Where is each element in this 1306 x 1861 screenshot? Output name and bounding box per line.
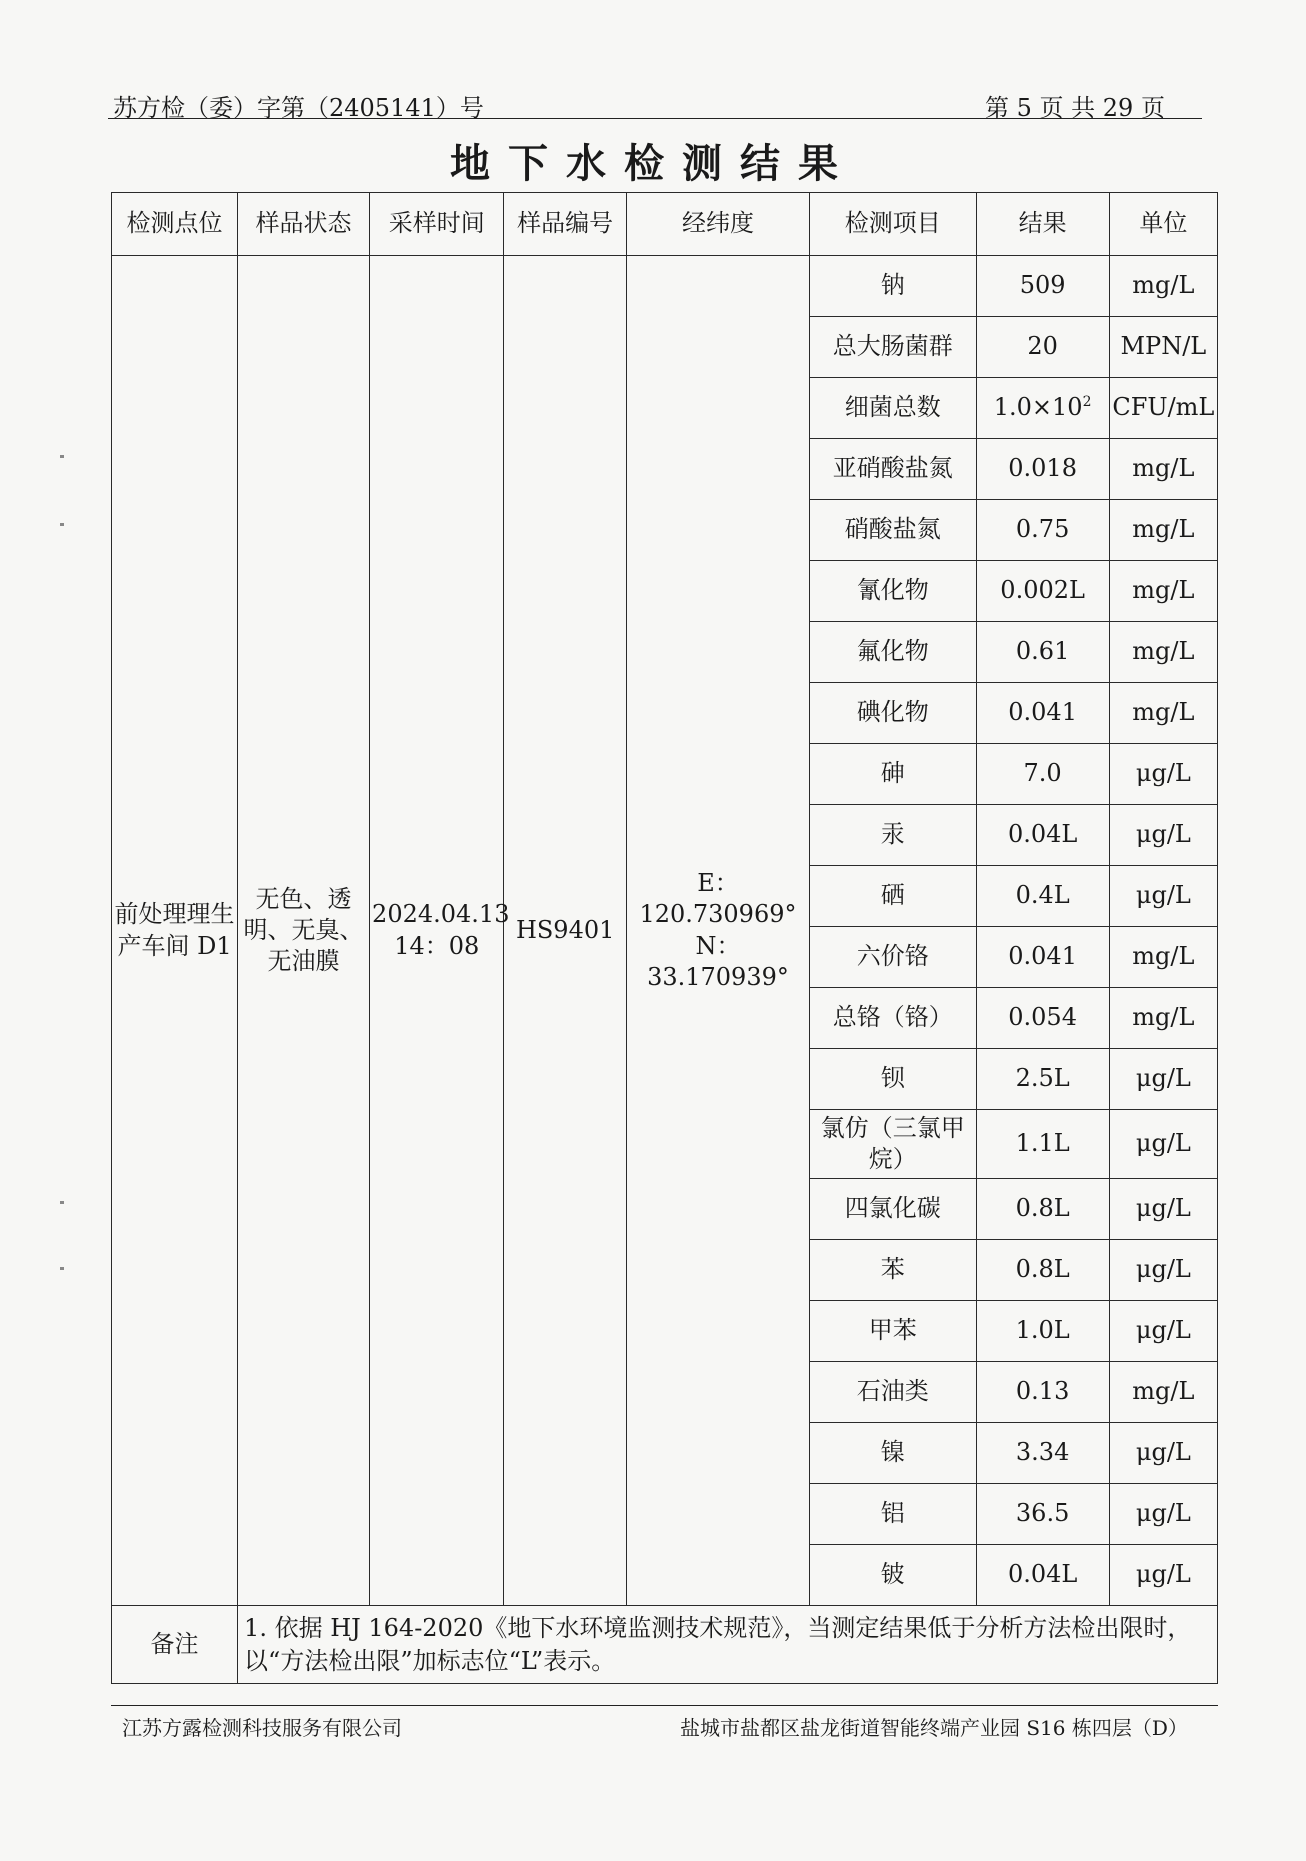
- test-result: [976, 256, 1109, 317]
- test-result: [976, 1179, 1109, 1240]
- test-result: [976, 927, 1109, 988]
- sample-state: 无色、透 明、无臭、 无油膜: [238, 256, 370, 1606]
- test-result: [976, 744, 1109, 805]
- result-value: 1.0L: [1015, 1316, 1070, 1345]
- test-item: 亚硝酸盐氮: [810, 439, 976, 500]
- test-unit: μg/L: [1109, 1484, 1217, 1545]
- column-header: 样品状态: [238, 193, 370, 256]
- table-header-row: [112, 193, 1218, 256]
- table-row: [112, 256, 1218, 317]
- test-unit: mg/L: [1109, 439, 1217, 500]
- result-value: 509: [1019, 271, 1066, 300]
- result-value: 36.5: [1015, 1499, 1070, 1528]
- test-unit: μg/L: [1109, 1049, 1217, 1110]
- result-value: 0.04L: [1007, 820, 1078, 849]
- company-address: 盐城市盐都区盐龙街道智能终端产业园 S16 栋四层（D）: [680, 1716, 1188, 1740]
- result-value: 0.04L: [1007, 1560, 1078, 1589]
- result-value: 0.041: [1008, 942, 1077, 971]
- sample-code: HS9401: [504, 256, 626, 1606]
- result-value: 1.1L: [1015, 1129, 1070, 1158]
- test-item: 氯仿（三氯甲烷）: [810, 1110, 976, 1179]
- test-result: [976, 1545, 1109, 1606]
- test-unit: MPN/L: [1109, 317, 1217, 378]
- test-unit: μg/L: [1109, 1423, 1217, 1484]
- result-value: 1.0×10: [993, 393, 1083, 422]
- test-result: [976, 1049, 1109, 1110]
- test-item: 苯: [810, 1240, 976, 1301]
- test-item: 细菌总数: [810, 378, 976, 439]
- column-header: 结果: [976, 193, 1109, 256]
- result-value: 0.13: [1015, 1377, 1070, 1406]
- result-value: 3.34: [1015, 1438, 1070, 1467]
- column-header: 经纬度: [626, 193, 809, 256]
- test-unit: mg/L: [1109, 500, 1217, 561]
- result-value: 0.75: [1015, 515, 1070, 544]
- result-exponent: 2: [1082, 394, 1092, 411]
- footer-rule: [111, 1705, 1218, 1706]
- test-unit: μg/L: [1109, 1110, 1217, 1179]
- scan-speck: [60, 455, 64, 458]
- remark-row: [112, 1606, 1218, 1684]
- test-unit: μg/L: [1109, 805, 1217, 866]
- test-result: [976, 1423, 1109, 1484]
- test-unit: mg/L: [1109, 561, 1217, 622]
- test-item: 硒: [810, 866, 976, 927]
- result-value: 0.002L: [1000, 576, 1085, 605]
- test-item: 铍: [810, 1545, 976, 1606]
- result-value: 0.4L: [1015, 881, 1070, 910]
- result-value: 2.5L: [1015, 1064, 1070, 1093]
- test-unit: μg/L: [1109, 1179, 1217, 1240]
- page-title: 地下水检测结果: [450, 140, 856, 187]
- remark-label: 备注: [112, 1606, 238, 1684]
- result-value: 0.041: [1008, 698, 1077, 727]
- test-item: 总大肠菌群: [810, 317, 976, 378]
- test-item: 氰化物: [810, 561, 976, 622]
- test-result: [976, 500, 1109, 561]
- header-rule: [108, 118, 1202, 119]
- test-unit: μg/L: [1109, 866, 1217, 927]
- result-value: 0.054: [1008, 1003, 1077, 1032]
- test-item: 硝酸盐氮: [810, 500, 976, 561]
- test-result: [976, 378, 1109, 439]
- results-table: [111, 192, 1218, 1684]
- scan-speck: [60, 1201, 64, 1204]
- report-number: 苏方检（委）字第（2405141）号: [113, 94, 484, 122]
- test-unit: mg/L: [1109, 927, 1217, 988]
- test-unit: μg/L: [1109, 1240, 1217, 1301]
- company-name: 江苏方露检测科技服务有限公司: [122, 1716, 402, 1740]
- test-result: [976, 805, 1109, 866]
- test-item: 镍: [810, 1423, 976, 1484]
- result-value: 0.8L: [1015, 1194, 1070, 1223]
- test-unit: mg/L: [1109, 683, 1217, 744]
- test-result: [976, 1240, 1109, 1301]
- test-result: [976, 1362, 1109, 1423]
- column-header: 采样时间: [370, 193, 504, 256]
- column-header: 单位: [1109, 193, 1217, 256]
- test-result: [976, 317, 1109, 378]
- result-value: 7.0: [1023, 759, 1062, 788]
- scan-speck: [60, 523, 64, 526]
- test-item: 钠: [810, 256, 976, 317]
- test-unit: μg/L: [1109, 744, 1217, 805]
- test-item: 碘化物: [810, 683, 976, 744]
- test-item: 砷: [810, 744, 976, 805]
- column-header: 检测点位: [112, 193, 238, 256]
- test-unit: CFU/mL: [1109, 378, 1217, 439]
- test-item: 石油类: [810, 1362, 976, 1423]
- test-result: [976, 988, 1109, 1049]
- page-info: 第 5 页 共 29 页: [985, 94, 1165, 122]
- test-result: [976, 866, 1109, 927]
- remark-text: 1. 依据 HJ 164-2020《地下水环境监测技术规范》，当测定结果低于分析方法检出限时，以“方法检出限”加标志位“L”表示。: [238, 1606, 1218, 1684]
- test-item: 总铬（铬）: [810, 988, 976, 1049]
- test-result: [976, 561, 1109, 622]
- test-result: [976, 683, 1109, 744]
- test-result: [976, 622, 1109, 683]
- test-unit: mg/L: [1109, 622, 1217, 683]
- column-header: 检测项目: [810, 193, 976, 256]
- sample-location: 前处理理生 产车间 D1: [112, 256, 238, 1606]
- result-value: 20: [1027, 332, 1058, 361]
- test-unit: mg/L: [1109, 988, 1217, 1049]
- test-result: [976, 1110, 1109, 1179]
- test-item: 氟化物: [810, 622, 976, 683]
- test-item: 六价铬: [810, 927, 976, 988]
- scan-speck: [60, 1267, 64, 1270]
- result-value: 0.8L: [1015, 1255, 1070, 1284]
- test-item: 铝: [810, 1484, 976, 1545]
- test-unit: μg/L: [1109, 1301, 1217, 1362]
- result-value: 0.61: [1015, 637, 1070, 666]
- test-unit: mg/L: [1109, 1362, 1217, 1423]
- test-item: 钡: [810, 1049, 976, 1110]
- test-result: [976, 1484, 1109, 1545]
- test-item: 汞: [810, 805, 976, 866]
- sample-time: 2024.04.13 14：08: [370, 256, 504, 1606]
- column-header: 样品编号: [504, 193, 626, 256]
- sample-coordinates: E：120.730969° N：33.170939°: [626, 256, 809, 1606]
- test-result: [976, 1301, 1109, 1362]
- test-unit: μg/L: [1109, 1545, 1217, 1606]
- result-value: 0.018: [1008, 454, 1077, 483]
- test-unit: mg/L: [1109, 256, 1217, 317]
- test-item: 甲苯: [810, 1301, 976, 1362]
- test-result: [976, 439, 1109, 500]
- test-item: 四氯化碳: [810, 1179, 976, 1240]
